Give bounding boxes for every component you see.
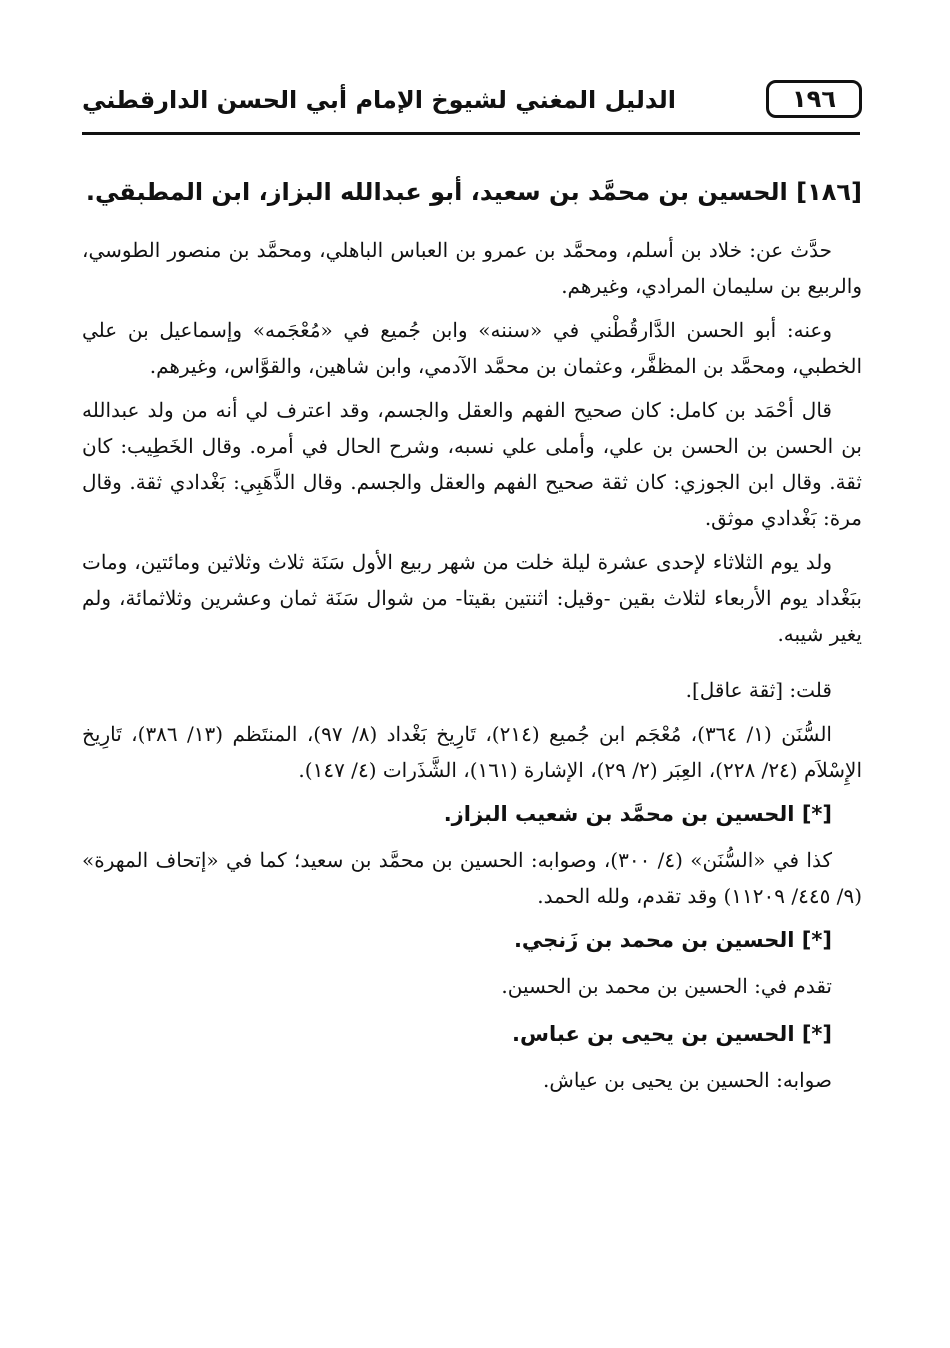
note-title: [*] الحسين بن يحيى بن عباس. (512, 1022, 832, 1046)
grading-paragraph: قال أحْمَد بن كامل: كان صحيح الفهم والعقل والجسم، وقد اعترف لي أنه من ولد عبدالله بن الحسن بن الحسن بن علي، وأملى علي نسبه، وشرح الحال في أمره. وقال الخَطِيب: كان ثقة. وقال ابن الجوزي: كان ثقة صحيح الفهم والعقل والجسم. وقال الذَّهَبِي: بَغْدادي ثقة. وقال مرة: بَغْدادي موثق. (82, 398, 862, 530)
birth-death-paragraph: ولد يوم الثلاثاء لإحدى عشرة ليلة خلت من شهر ربيع الأول سَنَة ثلاث وثلاثين ومائتين، ومات ببَغْداد يوم الأربعاء لثلاث بقين -وقيل: اثنتين بقيتا- من شوال سَنَة ثمان وعشرين وثلاثمائة، ولم يغير شيبه. (82, 550, 862, 646)
teachers-paragraph: حدَّث عن: خلاد بن أسلم، ومحمَّد بن عمرو بن العباس الباهلي، ومحمَّد بن منصور الطوسي، والربيع بن سليمان المرادي، وغيرهم. (82, 238, 862, 298)
sources-paragraph: السُّنَن (١/ ٣٦٤)، مُعْجَم ابن جُميع (٢١٤)، تَارِيخ بَغْداد (٨/ ٩٧)، المنتَظم (١٣/ ٣٨٦)، تَارِيخ الإِسْلاَم (٢٤/ ٢٢٨)، العِبَر (٢/ ٢٩)، الإشارة (١٦١)، الشَّذَرات (٤/ ١٤٧). (82, 722, 862, 782)
note-title: [*] الحسين بن محمد بن زَنجي. (513, 928, 832, 952)
verdict-paragraph: قلت: [ثقة عاقل]. (685, 678, 832, 702)
spacer (82, 660, 862, 672)
entry-title: [١٨٦] الحسين بن محمَّد بن سعيد، أبو عبدالله البزاز، ابن المطبقي. (85, 178, 862, 206)
note-title: [*] الحسين بن محمَّد بن شعيب البزاز. (443, 802, 832, 826)
book-title: الدليل المغني لشيوخ الإمام أبي الحسن الدارقطني (82, 86, 676, 114)
header-divider (82, 132, 860, 135)
note-text: كذا في «السُّنَن» (٤/ ٣٠٠)، وصوابه: الحسين بن محمَّد بن سعيد؛ كما في «إتحاف المهرة» (٩/ ٤٤٥/ ١١٢٠٩) وقد تقدم، ولله الحمد. (82, 848, 862, 908)
page-number: ١٩٦ (766, 80, 862, 118)
students-paragraph: وعنه: أبو الحسن الدَّارقُطْني في «سننه» وابن جُميع في «مُعْجَمه» وإسماعيل بن علي الخطبي، ومحمَّد بن المظفَّر، وعثمان بن محمَّد الآدمي، وابن شاهين، والقوَّاس، وغيرهم. (82, 318, 862, 378)
running-header (82, 80, 862, 124)
page-body (82, 172, 862, 1110)
note-text: صوابه: الحسين بن يحيى بن عياش. (543, 1068, 832, 1092)
note-text: تقدم في: الحسين بن محمد بن الحسين. (501, 974, 832, 998)
